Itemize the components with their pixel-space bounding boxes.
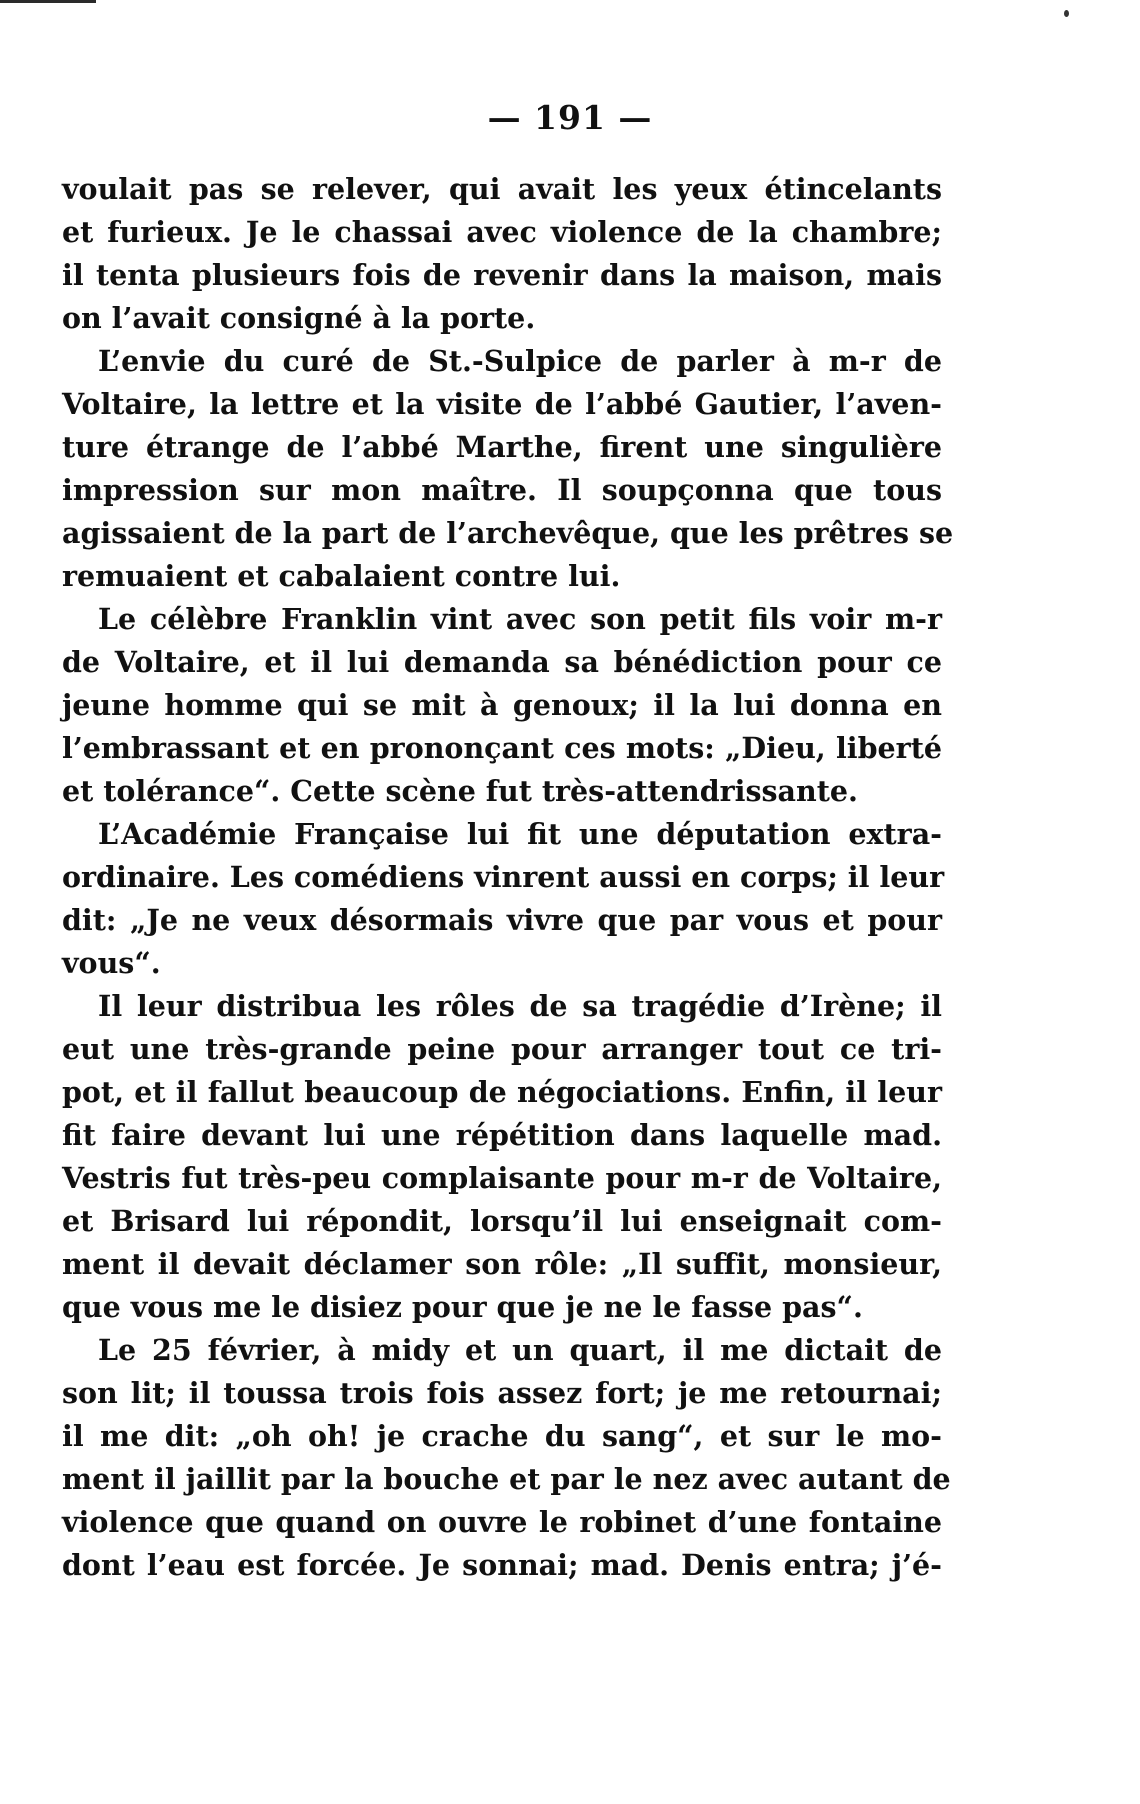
text-line: dont l’eau est forcée. Je sonnai; mad. Denis entra; j’é- [62,1548,942,1582]
text-line: Voltaire, la lettre et la visite de l’abbé Gautier, l’aven- [62,387,942,421]
text-line: on l’avait consigné à la porte. [62,301,536,335]
scan-corner-mark [0,0,96,3]
text-line: agissaient de la part de l’archevêque, que les prêtres se [62,516,954,550]
text-line: Le célèbre Franklin vint avec son petit fils voir m-r [98,602,942,636]
text-line: il me dit: „oh oh! je crache du sang“, et sur le mo- [62,1419,942,1453]
body-text [62,168,954,1587]
text-line: Il leur distribua les rôles de sa tragédie d’Irène; il [98,989,942,1023]
text-line: voulait pas se relever, qui avait les yeux étincelants [62,172,942,206]
text-line: impression sur mon maître. Il soupçonna que tous [62,473,942,507]
text-line: violence que quand on ouvre le robinet d’une fontaine [62,1505,942,1539]
text-line: ment il jaillit par la bouche et par le nez avec autant de [62,1462,951,1496]
text-line: et Brisard lui répondit, lorsqu’il lui enseignait com- [62,1204,942,1238]
text-line: Vestris fut très-peu complaisante pour m-r de Voltaire, [62,1161,942,1195]
text-line: jeune homme qui se mit à genoux; il la lui donna en [62,688,942,722]
text-line: ment il devait déclamer son rôle: „Il suffit, monsieur, [62,1247,942,1281]
text-line: vous“. [62,946,161,980]
text-line: que vous me le disiez pour que je ne le fasse pas“. [62,1290,863,1324]
text-line: ordinaire. Les comédiens vinrent aussi en corps; il leur [62,860,945,894]
text-line: L’envie du curé de St.-Sulpice de parler à m-r de [98,344,942,378]
text-line: de Voltaire, et il lui demanda sa bénédiction pour ce [62,645,942,679]
text-line: fit faire devant lui une répétition dans laquelle mad. [62,1118,942,1152]
text-line: remuaient et cabalaient contre lui. [62,559,621,593]
text-line: pot, et il fallut beaucoup de négociations. Enfin, il leur [62,1075,942,1109]
text-line: et furieux. Je le chassai avec violence de la chambre; [62,215,942,249]
text-line: Le 25 février, à midy et un quart, il me dictait de [98,1333,942,1367]
text-line: ture étrange de l’abbé Marthe, firent une singulière [62,430,942,464]
text-line: son lit; il toussa trois fois assez fort; je me retournai; [62,1376,942,1410]
page-number: — 191 — [487,98,653,137]
text-line: L’Académie Française lui fit une députation extra- [98,817,942,851]
text-line: il tenta plusieurs fois de revenir dans la maison, mais [62,258,942,292]
ink-speck [1064,10,1069,17]
text-line: et tolérance“. Cette scène fut très-attendrissante. [62,774,858,808]
text-line: dit: „Je ne veux désormais vivre que par vous et pour [62,903,942,937]
text-line: l’embrassant et en prononçant ces mots: „Dieu, liberté [62,731,942,765]
text-line: eut une très-grande peine pour arranger tout ce tri- [62,1032,942,1066]
